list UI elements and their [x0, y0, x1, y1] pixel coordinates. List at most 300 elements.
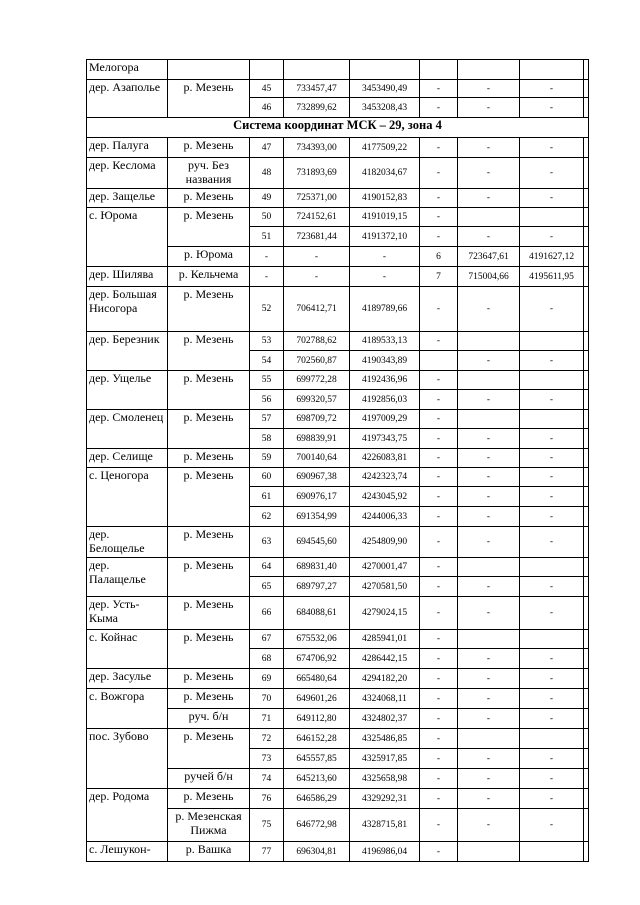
x-coordinate-cell: 690976,17	[284, 487, 350, 507]
extra-x-cell: -	[458, 468, 520, 487]
extra-x-cell: -	[458, 227, 520, 247]
extra-number-cell: -	[420, 669, 458, 689]
point-number-cell: 51	[250, 227, 284, 247]
x-coordinate-cell: 645213,60	[284, 769, 350, 789]
edge-cell	[584, 429, 589, 449]
extra-x-cell: -	[458, 689, 520, 709]
y-coordinate-cell: 4192436,96	[350, 371, 420, 390]
extra-x-cell: -	[458, 507, 520, 527]
x-coordinate-cell: 731893,69	[284, 158, 350, 189]
x-coordinate-cell: 700140,64	[284, 449, 350, 468]
edge-cell	[584, 769, 589, 789]
table-row	[87, 669, 589, 689]
extra-y-cell: -	[520, 789, 584, 809]
point-number-cell: -	[250, 267, 284, 287]
edge-cell	[584, 809, 589, 842]
table-row	[87, 267, 589, 287]
y-coordinate-cell: 4192856,03	[350, 390, 420, 410]
x-coordinate-cell: 698839,91	[284, 429, 350, 449]
y-coordinate-cell: 4270581,50	[350, 577, 420, 597]
y-coordinate-cell: 4189533,13	[350, 332, 420, 351]
table-row	[87, 789, 589, 809]
water-body-cell: р. Мезень	[168, 449, 250, 468]
point-number-cell: 58	[250, 429, 284, 449]
y-coordinate-cell: 4191372,10	[350, 227, 420, 247]
extra-number-cell: -	[420, 80, 458, 98]
extra-number-cell: -	[420, 769, 458, 789]
extra-x-cell: -	[458, 487, 520, 507]
extra-x-cell: -	[458, 158, 520, 189]
x-coordinate-cell	[284, 60, 350, 80]
extra-number-cell: -	[420, 208, 458, 227]
extra-y-cell: -	[520, 689, 584, 709]
table-row	[87, 729, 589, 749]
settlement-cell: дер. Палащелье	[87, 558, 168, 597]
y-coordinate-cell: 3453490,49	[350, 80, 420, 98]
extra-y-cell: -	[520, 80, 584, 98]
y-coordinate-cell: 4324802,37	[350, 709, 420, 729]
point-number-cell: 52	[250, 287, 284, 332]
extra-y-cell: -	[520, 429, 584, 449]
table-row	[87, 208, 589, 227]
table-row	[87, 597, 589, 630]
extra-x-cell: -	[458, 669, 520, 689]
extra-x-cell: -	[458, 809, 520, 842]
extra-number-cell: -	[420, 429, 458, 449]
x-coordinate-cell: 691354,99	[284, 507, 350, 527]
extra-x-cell	[458, 371, 520, 390]
settlement-cell: с. Юрома	[87, 208, 168, 267]
table-row	[87, 689, 589, 709]
extra-y-cell	[520, 558, 584, 577]
extra-number-cell: -	[420, 789, 458, 809]
edge-cell	[584, 351, 589, 371]
table-row	[87, 332, 589, 351]
edge-cell	[584, 468, 589, 487]
extra-y-cell	[520, 332, 584, 351]
x-coordinate-cell: 689831,40	[284, 558, 350, 577]
extra-y-cell	[520, 410, 584, 429]
x-coordinate-cell: 696304,81	[284, 842, 350, 862]
point-number-cell: 50	[250, 208, 284, 227]
table-row	[87, 410, 589, 429]
point-number-cell: 61	[250, 487, 284, 507]
x-coordinate-cell: 645557,85	[284, 749, 350, 769]
settlement-cell: с. Вожгора	[87, 689, 168, 729]
y-coordinate-cell	[350, 60, 420, 80]
edge-cell	[584, 80, 589, 98]
point-number-cell: 67	[250, 630, 284, 649]
extra-number-cell: -	[420, 189, 458, 208]
point-number-cell: 71	[250, 709, 284, 729]
extra-y-cell	[520, 60, 584, 80]
extra-number-cell	[420, 351, 458, 371]
water-body-cell: р. Мезень	[168, 597, 250, 630]
extra-y-cell: 4191627,12	[520, 247, 584, 267]
extra-number-cell: -	[420, 597, 458, 630]
extra-number-cell: -	[420, 649, 458, 669]
table-row	[87, 468, 589, 487]
edge-cell	[584, 208, 589, 227]
x-coordinate-cell: 699772,28	[284, 371, 350, 390]
y-coordinate-cell: 4325917,85	[350, 749, 420, 769]
extra-x-cell: -	[458, 351, 520, 371]
extra-number-cell: -	[420, 332, 458, 351]
extra-y-cell	[520, 729, 584, 749]
section-header-row	[87, 118, 589, 138]
extra-x-cell: -	[458, 138, 520, 158]
extra-number-cell: -	[420, 630, 458, 649]
extra-x-cell: -	[458, 429, 520, 449]
extra-x-cell: -	[458, 80, 520, 98]
y-coordinate-cell: 4286442,15	[350, 649, 420, 669]
x-coordinate-cell: 706412,71	[284, 287, 350, 332]
extra-y-cell: -	[520, 351, 584, 371]
extra-number-cell: -	[420, 371, 458, 390]
extra-number-cell: -	[420, 558, 458, 577]
x-coordinate-cell: 702788,62	[284, 332, 350, 351]
extra-x-cell	[458, 208, 520, 227]
extra-y-cell	[520, 630, 584, 649]
edge-cell	[584, 669, 589, 689]
settlement-cell: дер. Селище	[87, 449, 168, 468]
settlement-cell: дер. Большая Нисогора	[87, 287, 168, 332]
edge-cell	[584, 267, 589, 287]
y-coordinate-cell: 4270001,47	[350, 558, 420, 577]
water-body-cell	[168, 60, 250, 80]
settlement-cell: дер. Родома	[87, 789, 168, 842]
x-coordinate-cell: 646152,28	[284, 729, 350, 749]
water-body-cell: р. Кельчема	[168, 267, 250, 287]
table-row	[87, 158, 589, 189]
extra-x-cell	[458, 630, 520, 649]
settlement-cell: пос. Зубово	[87, 729, 168, 789]
y-coordinate-cell: 4226083,81	[350, 449, 420, 468]
water-body-cell: р. Мезень	[168, 332, 250, 371]
extra-x-cell	[458, 558, 520, 577]
edge-cell	[584, 487, 589, 507]
extra-y-cell: -	[520, 749, 584, 769]
edge-cell	[584, 558, 589, 577]
point-number-cell: 68	[250, 649, 284, 669]
water-body-cell: р. Вашка	[168, 842, 250, 862]
edge-cell	[584, 189, 589, 208]
extra-number-cell: -	[420, 577, 458, 597]
extra-x-cell: -	[458, 449, 520, 468]
extra-number-cell: 6	[420, 247, 458, 267]
x-coordinate-cell: 699320,57	[284, 390, 350, 410]
edge-cell	[584, 507, 589, 527]
x-coordinate-cell: 684088,61	[284, 597, 350, 630]
point-number-cell: 60	[250, 468, 284, 487]
point-number-cell: 75	[250, 809, 284, 842]
y-coordinate-cell: -	[350, 247, 420, 267]
x-coordinate-cell: 694545,60	[284, 527, 350, 558]
extra-number-cell: -	[420, 468, 458, 487]
y-coordinate-cell: 4294182,20	[350, 669, 420, 689]
table-row	[87, 80, 589, 98]
point-number-cell: 74	[250, 769, 284, 789]
extra-y-cell: -	[520, 287, 584, 332]
extra-y-cell: -	[520, 449, 584, 468]
extra-number-cell: -	[420, 487, 458, 507]
water-body-cell: р. Юрома	[168, 247, 250, 267]
y-coordinate-cell: 4189789,66	[350, 287, 420, 332]
extra-x-cell: -	[458, 597, 520, 630]
y-coordinate-cell: 4325658,98	[350, 769, 420, 789]
extra-number-cell: -	[420, 709, 458, 729]
edge-cell	[584, 227, 589, 247]
settlement-cell: дер. Усть-Кыма	[87, 597, 168, 630]
extra-x-cell: 715004,66	[458, 267, 520, 287]
edge-cell	[584, 158, 589, 189]
water-body-cell: р. Мезень	[168, 689, 250, 709]
extra-y-cell: -	[520, 809, 584, 842]
edge-cell	[584, 98, 589, 118]
point-number-cell: 62	[250, 507, 284, 527]
x-coordinate-cell: 646772,98	[284, 809, 350, 842]
y-coordinate-cell: 4285941,01	[350, 630, 420, 649]
extra-x-cell: -	[458, 789, 520, 809]
y-coordinate-cell: 4197009,29	[350, 410, 420, 429]
extra-number-cell: -	[420, 749, 458, 769]
y-coordinate-cell: 4325486,85	[350, 729, 420, 749]
point-number-cell: 57	[250, 410, 284, 429]
edge-cell	[584, 138, 589, 158]
settlement-cell: дер. Азаполье	[87, 80, 168, 118]
settlement-cell: дер. Шилява	[87, 267, 168, 287]
edge-cell	[584, 527, 589, 558]
point-number-cell: 55	[250, 371, 284, 390]
water-body-cell: ручей б/н	[168, 769, 250, 789]
edge-cell	[584, 597, 589, 630]
edge-cell	[584, 410, 589, 429]
water-body-cell: р. Мезень	[168, 669, 250, 689]
point-number-cell: 66	[250, 597, 284, 630]
point-number-cell: 69	[250, 669, 284, 689]
y-coordinate-cell: 4324068,11	[350, 689, 420, 709]
extra-number-cell	[420, 60, 458, 80]
edge-cell	[584, 371, 589, 390]
table-body	[87, 60, 589, 862]
extra-y-cell: -	[520, 577, 584, 597]
edge-cell	[584, 649, 589, 669]
extra-y-cell: -	[520, 390, 584, 410]
extra-y-cell: -	[520, 709, 584, 729]
extra-x-cell: -	[458, 390, 520, 410]
x-coordinate-cell: 665480,64	[284, 669, 350, 689]
x-coordinate-cell: 649601,26	[284, 689, 350, 709]
extra-number-cell: -	[420, 842, 458, 862]
water-body-cell: р. Мезень	[168, 208, 250, 247]
extra-y-cell: -	[520, 597, 584, 630]
point-number-cell: 77	[250, 842, 284, 862]
x-coordinate-cell: 690967,38	[284, 468, 350, 487]
y-coordinate-cell: -	[350, 267, 420, 287]
extra-number-cell: 7	[420, 267, 458, 287]
settlement-cell: дер. Палуга	[87, 138, 168, 158]
extra-y-cell: -	[520, 158, 584, 189]
point-number-cell: 45	[250, 80, 284, 98]
extra-number-cell: -	[420, 98, 458, 118]
extra-x-cell: -	[458, 649, 520, 669]
extra-y-cell: -	[520, 669, 584, 689]
settlement-cell: с. Ценогора	[87, 468, 168, 527]
y-coordinate-cell: 4182034,67	[350, 158, 420, 189]
point-number-cell: 53	[250, 332, 284, 351]
extra-y-cell: -	[520, 189, 584, 208]
table-row	[87, 527, 589, 558]
extra-y-cell: -	[520, 98, 584, 118]
y-coordinate-cell: 4190152,83	[350, 189, 420, 208]
y-coordinate-cell: 4197343,75	[350, 429, 420, 449]
extra-number-cell: -	[420, 287, 458, 332]
coordinates-table	[86, 59, 589, 862]
settlement-cell: с. Койнас	[87, 630, 168, 669]
extra-number-cell: -	[420, 527, 458, 558]
settlement-cell: дер. Березник	[87, 332, 168, 371]
extra-number-cell: -	[420, 689, 458, 709]
extra-y-cell: -	[520, 487, 584, 507]
edge-cell	[584, 789, 589, 809]
y-coordinate-cell: 4191019,15	[350, 208, 420, 227]
extra-y-cell: -	[520, 227, 584, 247]
point-number-cell: 59	[250, 449, 284, 468]
edge-cell	[584, 390, 589, 410]
x-coordinate-cell: 723681,44	[284, 227, 350, 247]
extra-x-cell	[458, 332, 520, 351]
extra-x-cell: -	[458, 769, 520, 789]
extra-y-cell	[520, 371, 584, 390]
y-coordinate-cell: 4177509,22	[350, 138, 420, 158]
extra-number-cell: -	[420, 410, 458, 429]
y-coordinate-cell: 3453208,43	[350, 98, 420, 118]
extra-y-cell: 4195611,95	[520, 267, 584, 287]
extra-y-cell: -	[520, 507, 584, 527]
settlement-cell: дер. Ущелье	[87, 371, 168, 410]
extra-x-cell	[458, 842, 520, 862]
water-body-cell: р. Мезень	[168, 410, 250, 449]
x-coordinate-cell: 724152,61	[284, 208, 350, 227]
table-row	[87, 558, 589, 577]
table-row	[87, 630, 589, 649]
section-header: Система координат МСК – 29, зона 4	[87, 118, 589, 138]
y-coordinate-cell: 4190343,89	[350, 351, 420, 371]
water-body-cell: р. Мезень	[168, 789, 250, 809]
x-coordinate-cell: -	[284, 247, 350, 267]
edge-cell	[584, 630, 589, 649]
x-coordinate-cell: 702560,87	[284, 351, 350, 371]
extra-number-cell: -	[420, 507, 458, 527]
x-coordinate-cell: 725371,00	[284, 189, 350, 208]
extra-x-cell: -	[458, 577, 520, 597]
water-body-cell: р. Мезень	[168, 287, 250, 332]
settlement-cell: дер. Кеслома	[87, 158, 168, 189]
extra-x-cell: 723647,61	[458, 247, 520, 267]
table-row	[87, 138, 589, 158]
point-number-cell: 47	[250, 138, 284, 158]
edge-cell	[584, 689, 589, 709]
point-number-cell: 54	[250, 351, 284, 371]
x-coordinate-cell: 649112,80	[284, 709, 350, 729]
x-coordinate-cell: 734393,00	[284, 138, 350, 158]
table-row	[87, 371, 589, 390]
table-row	[87, 60, 589, 80]
extra-y-cell: -	[520, 649, 584, 669]
edge-cell	[584, 729, 589, 749]
extra-x-cell: -	[458, 527, 520, 558]
extra-x-cell: -	[458, 189, 520, 208]
edge-cell	[584, 449, 589, 468]
water-body-cell: р. Мезенская Пижма	[168, 809, 250, 842]
point-number-cell: 56	[250, 390, 284, 410]
extra-y-cell: -	[520, 527, 584, 558]
extra-number-cell: -	[420, 390, 458, 410]
extra-y-cell: -	[520, 138, 584, 158]
water-body-cell: р. Мезень	[168, 729, 250, 769]
point-number-cell: 48	[250, 158, 284, 189]
point-number-cell: 76	[250, 789, 284, 809]
settlement-cell: дер. Белощелье	[87, 527, 168, 558]
edge-cell	[584, 709, 589, 729]
x-coordinate-cell: -	[284, 267, 350, 287]
x-coordinate-cell: 646586,29	[284, 789, 350, 809]
settlement-cell: дер. Засулье	[87, 669, 168, 689]
point-number-cell: 64	[250, 558, 284, 577]
extra-x-cell: -	[458, 98, 520, 118]
extra-y-cell: -	[520, 769, 584, 789]
edge-cell	[584, 247, 589, 267]
edge-cell	[584, 287, 589, 332]
extra-number-cell: -	[420, 158, 458, 189]
extra-number-cell: -	[420, 449, 458, 468]
extra-y-cell	[520, 842, 584, 862]
edge-cell	[584, 332, 589, 351]
y-coordinate-cell: 4329292,31	[350, 789, 420, 809]
point-number-cell: 46	[250, 98, 284, 118]
water-body-cell: р. Мезень	[168, 468, 250, 527]
extra-number-cell: -	[420, 138, 458, 158]
x-coordinate-cell: 698709,72	[284, 410, 350, 429]
settlement-cell: дер. Смоленец	[87, 410, 168, 449]
settlement-cell: дер. Защелье	[87, 189, 168, 208]
table-row	[87, 287, 589, 332]
water-body-cell: р. Мезень	[168, 189, 250, 208]
x-coordinate-cell: 689797,27	[284, 577, 350, 597]
extra-number-cell: -	[420, 227, 458, 247]
water-body-cell: р. Мезень	[168, 558, 250, 597]
extra-y-cell: -	[520, 468, 584, 487]
extra-x-cell	[458, 410, 520, 429]
water-body-cell: руч. б/н	[168, 709, 250, 729]
water-body-cell: р. Мезень	[168, 527, 250, 558]
point-number-cell: -	[250, 247, 284, 267]
extra-y-cell	[520, 208, 584, 227]
water-body-cell: р. Мезень	[168, 371, 250, 410]
extra-number-cell: -	[420, 809, 458, 842]
point-number-cell: 49	[250, 189, 284, 208]
y-coordinate-cell: 4243045,92	[350, 487, 420, 507]
y-coordinate-cell: 4328715,81	[350, 809, 420, 842]
x-coordinate-cell: 733457,47	[284, 80, 350, 98]
y-coordinate-cell: 4254809,90	[350, 527, 420, 558]
edge-cell	[584, 749, 589, 769]
x-coordinate-cell: 674706,92	[284, 649, 350, 669]
x-coordinate-cell: 732899,62	[284, 98, 350, 118]
y-coordinate-cell: 4244006,33	[350, 507, 420, 527]
water-body-cell: руч. Без названия	[168, 158, 250, 189]
point-number-cell: 72	[250, 729, 284, 749]
